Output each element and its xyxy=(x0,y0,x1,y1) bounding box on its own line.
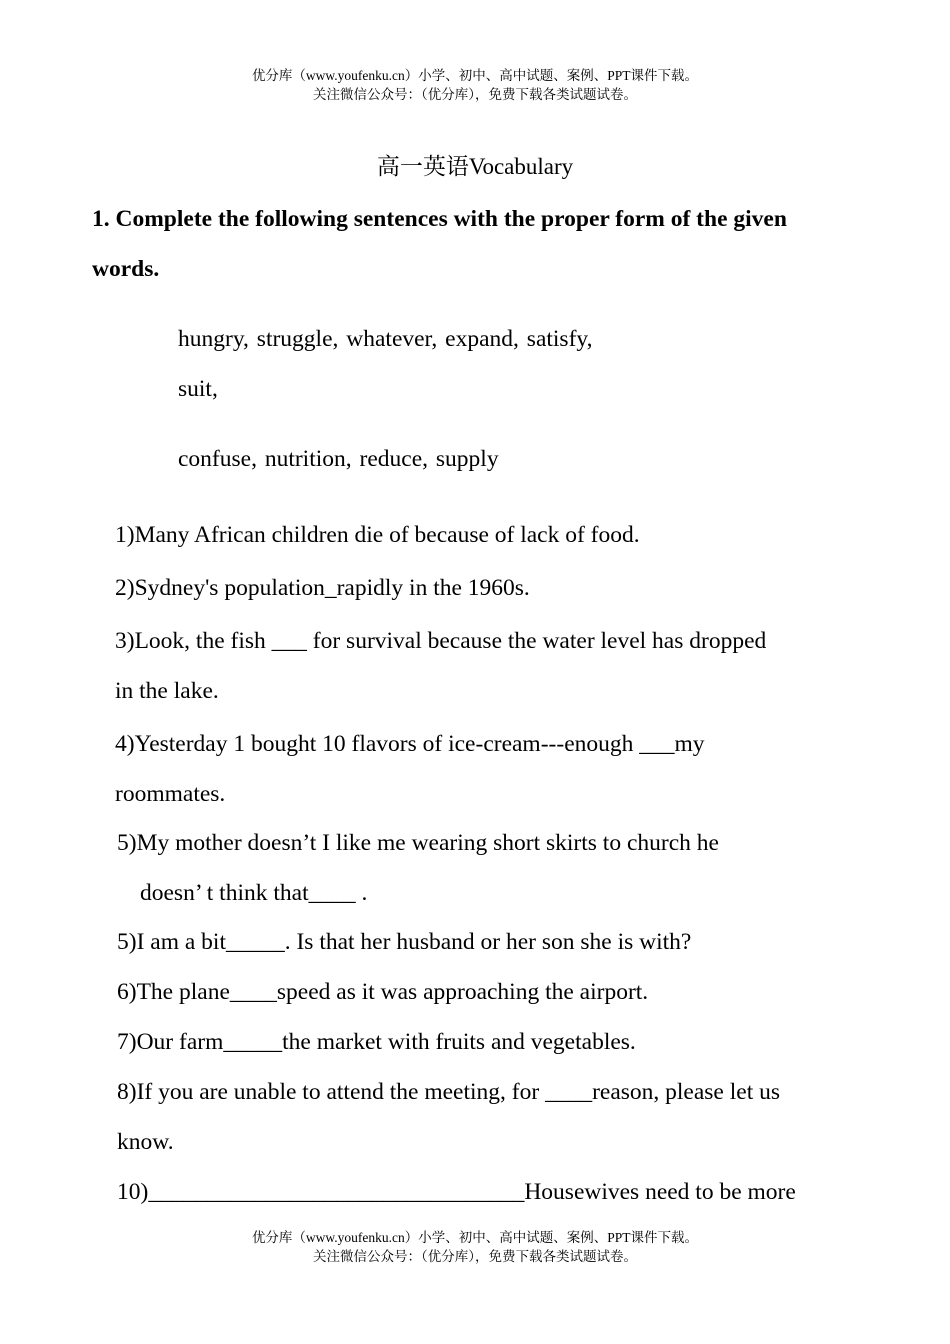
question-10 xyxy=(117,1179,796,1206)
question-text: ________________________________Housewives need to be more xyxy=(148,1179,796,1205)
question-number: 1) xyxy=(115,522,135,548)
footer-line-1: 优分库（www.youfenku.cn）小学、初中、高中试题、案例、PPT课件下载。 xyxy=(251,1230,699,1245)
question-number: 3) xyxy=(115,628,135,654)
question-5 xyxy=(117,830,719,857)
header-line-1: 优分库（www.youfenku.cn）小学、初中、高中试题、案例、PPT课件下载。 xyxy=(251,68,699,83)
question-text: Sydney's population_rapidly in the 1960s. xyxy=(134,575,530,601)
question-5b xyxy=(117,929,691,956)
question-4 xyxy=(115,731,705,758)
question-text: Our farm_____the market with fruits and vegetables. xyxy=(136,1029,636,1055)
question-number: 6) xyxy=(117,979,137,1005)
question-number: 4) xyxy=(115,731,135,757)
footer-line-2: 关注微信公众号：（优分库），免费下载各类试题试卷。 xyxy=(313,1249,637,1264)
question-2 xyxy=(115,575,530,602)
word-bank-line-2: suit, xyxy=(178,376,218,402)
question-number: 5) xyxy=(117,929,137,955)
question-text: If you are unable to attend the meeting, for ____reason, please let us xyxy=(136,1079,780,1105)
question-number: 5) xyxy=(117,830,137,856)
question-8 xyxy=(117,1079,780,1106)
question-text: The plane____speed as it was approaching the airport. xyxy=(136,979,649,1005)
question-3 xyxy=(115,628,766,655)
question-6 xyxy=(117,979,648,1006)
question-4-continued: roommates. xyxy=(115,781,226,807)
question-number: 10) xyxy=(117,1179,149,1205)
question-number: 7) xyxy=(117,1029,137,1055)
question-text: Look, the fish ___ for survival because the water level has dropped xyxy=(134,628,767,654)
word-bank-line-3: confuse, nutrition, reduce, supply xyxy=(178,446,499,472)
question-text: Many African children die of because of lack of food. xyxy=(134,522,640,548)
question-number: 2) xyxy=(115,575,135,601)
question-7 xyxy=(117,1029,636,1056)
instruction-line-2: words. xyxy=(92,256,160,282)
question-text: Yesterday 1 bought 10 flavors of ice-cream---enough ___my xyxy=(134,731,705,757)
question-text: My mother doesn’t I like me wearing short skirts to church he xyxy=(136,830,719,856)
question-text: I am a bit_____. Is that her husband or her son she is with? xyxy=(136,929,692,955)
question-3-continued: in the lake. xyxy=(115,678,219,704)
question-5-continued: doesn’ t think that____ . xyxy=(140,880,368,906)
question-number: 8) xyxy=(117,1079,137,1105)
word-bank-line-1: hungry, struggle, whatever, expand, satisfy, xyxy=(178,326,593,352)
footer-banner xyxy=(0,1228,950,1266)
header-line-2: 关注微信公众号：（优分库），免费下载各类试题试卷。 xyxy=(313,87,637,102)
header-banner xyxy=(0,66,950,104)
question-8-continued: know. xyxy=(117,1129,174,1155)
page-title: 高一英语Vocabulary xyxy=(376,154,574,179)
instruction-line-1: 1. Complete the following sentences with the proper form of the given xyxy=(92,206,787,232)
question-1 xyxy=(115,522,640,549)
